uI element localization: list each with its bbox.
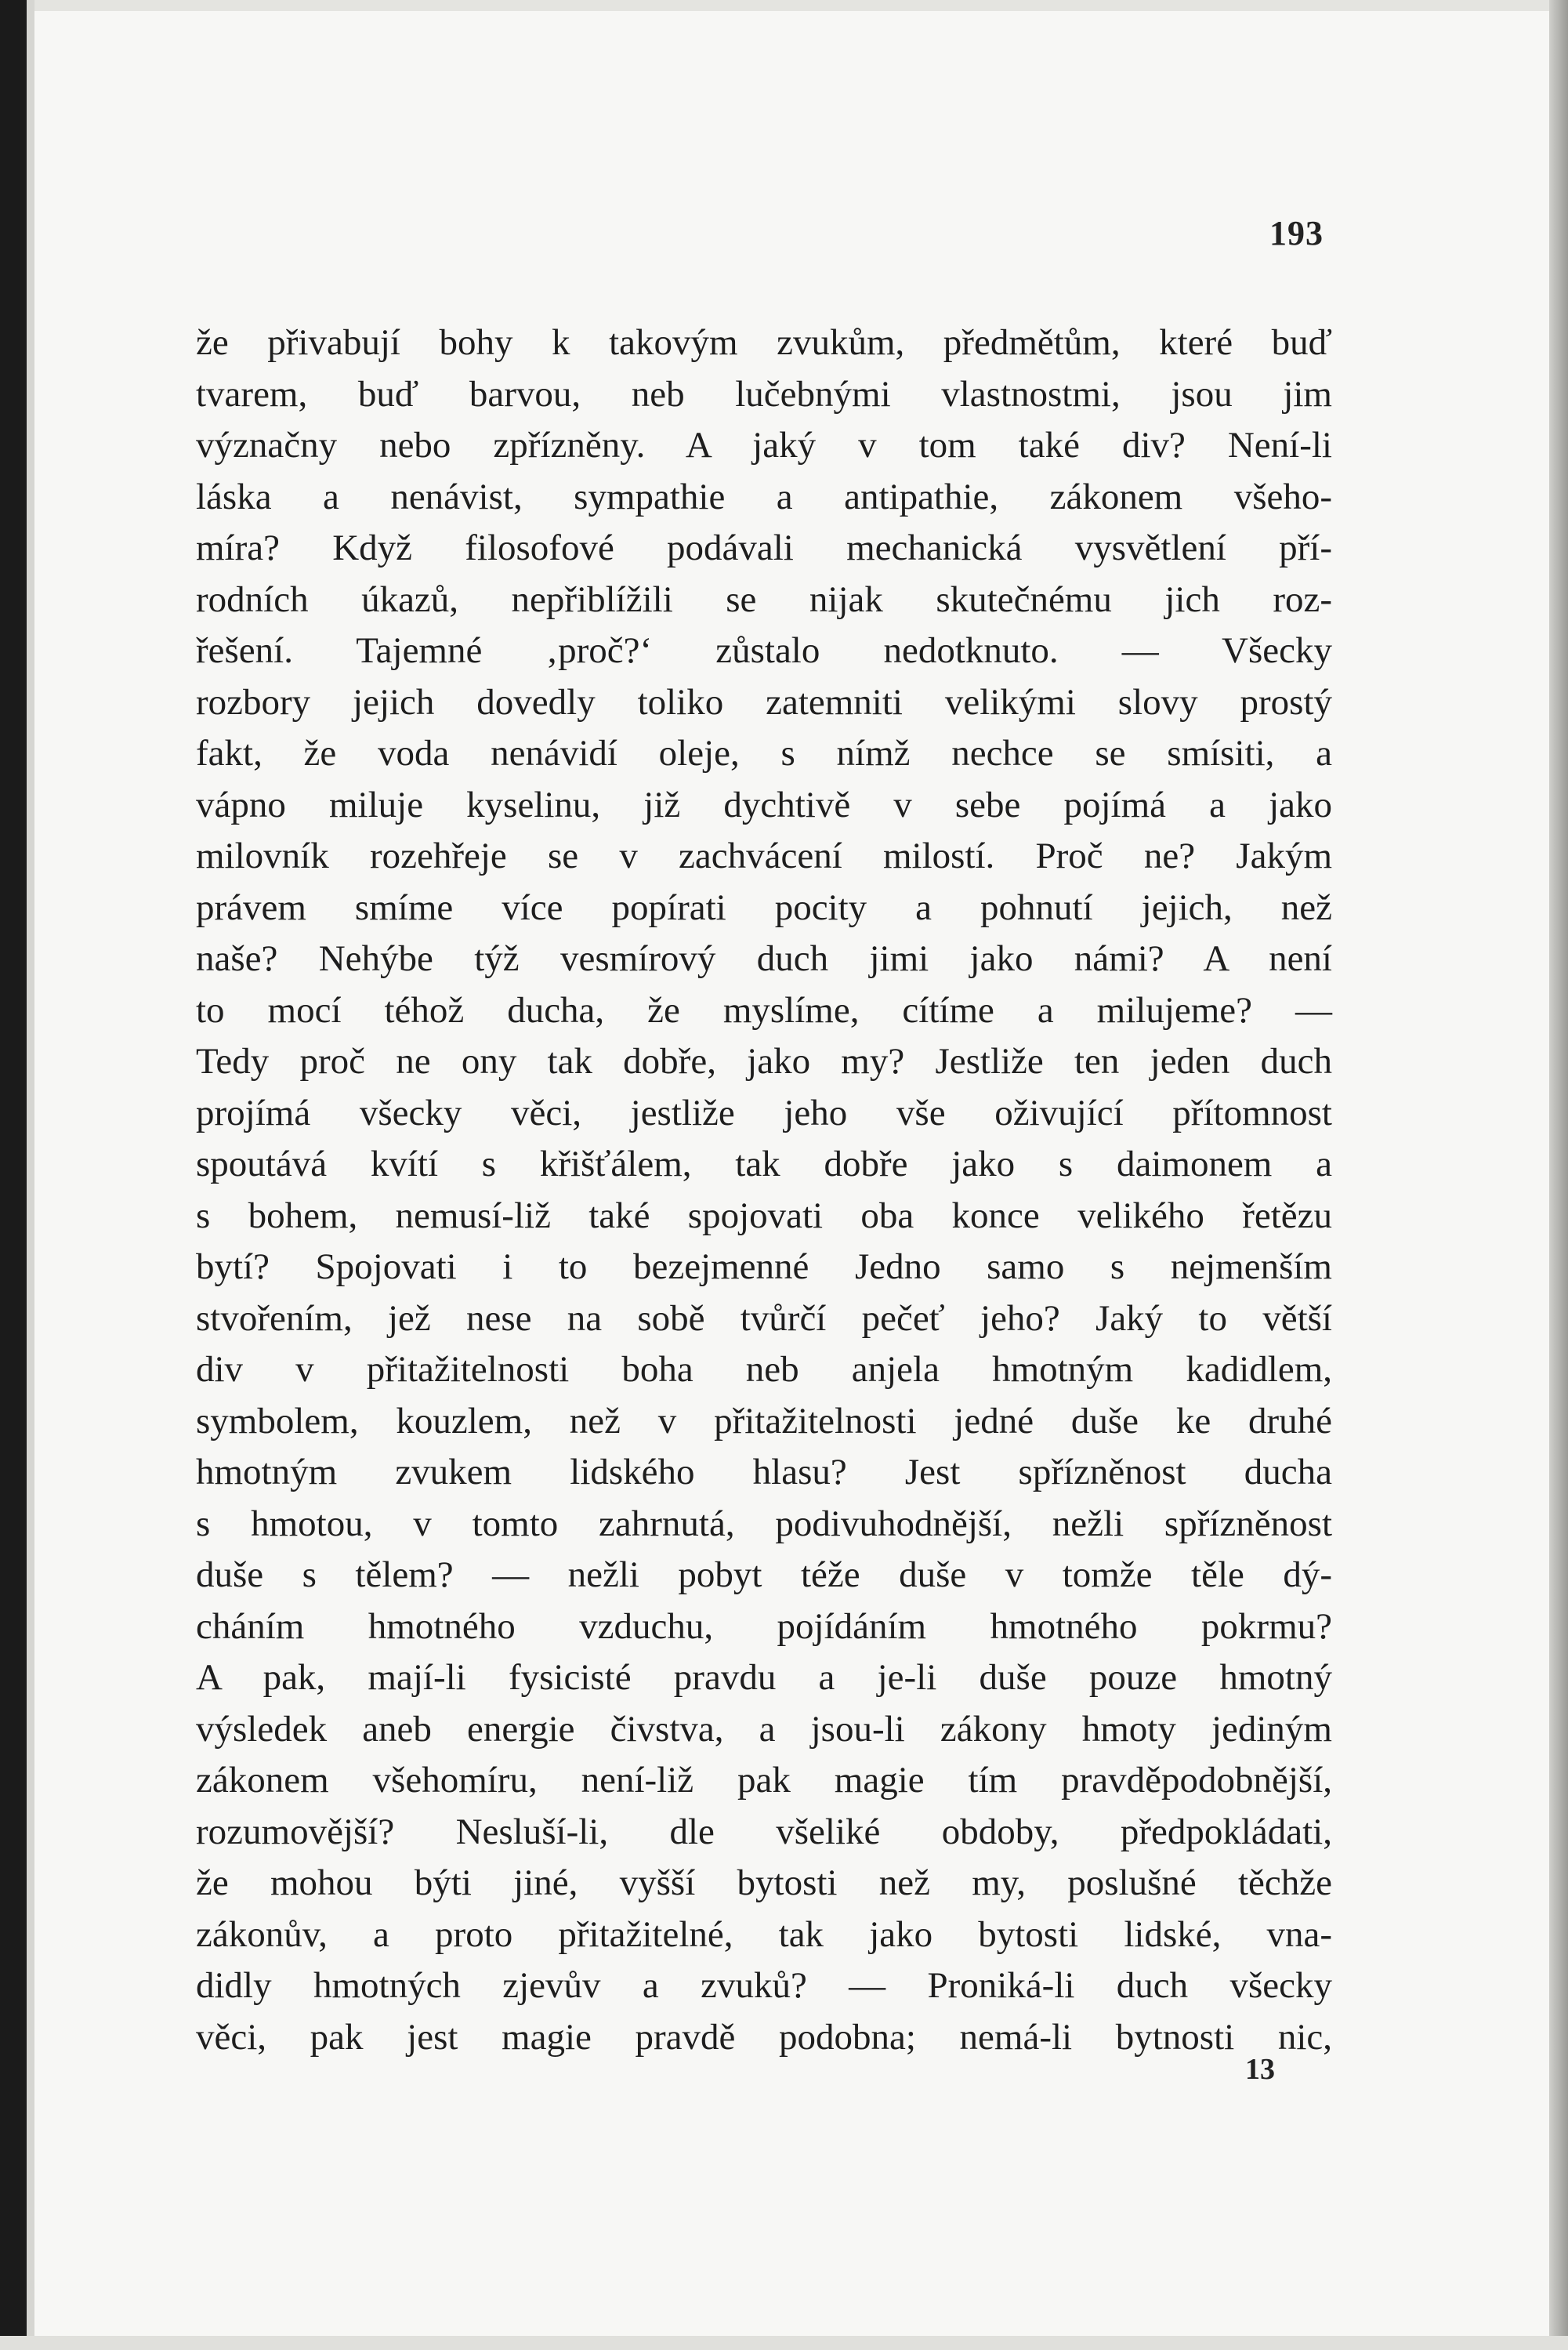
text-line: milovník rozehřeje se v zachvácení milostí. Proč ne? Jakým [196, 836, 1332, 876]
text-line: projímá všecky věci, jestliže jeho vše oživující přítomnost [196, 1092, 1332, 1133]
text-line: s hmotou, v tomto zahrnutá, podivuhodnější, nežli spřízněnost [196, 1503, 1332, 1544]
scan-edge-right [1549, 0, 1568, 2350]
text-line: že přivabují bohy k takovým zvukům, předmětům, které buď [196, 322, 1332, 363]
text-line: cháním hmotného vzduchu, pojídáním hmotného pokrmu? [196, 1605, 1332, 1647]
text-line: rozbory jejich dovedly toliko zatemniti velikými slovy prostý [196, 681, 1332, 723]
signature-mark: 13 [1245, 2053, 1275, 2086]
text-line: rozumovější? Nesluší-li, dle všeliké obdoby, předpokládati, [196, 1811, 1332, 1852]
text-line: řešení. Tajemné ‚proč?‘ zůstalo nedotknuto. — Všecky [196, 630, 1332, 671]
text-line: věci, pak jest magie pravdě podobna; nemá-li bytnosti nic, [196, 2016, 1332, 2058]
text-line: didly hmotných zjevův a zvuků? — Proniká-li duch všecky [196, 1965, 1332, 2006]
text-line: to mocí téhož ducha, že myslíme, cítíme a milujeme? — [196, 989, 1332, 1031]
text-line: význačny nebo zpřízněny. A jaký v tom také div? Není-li [196, 425, 1332, 466]
text-line: stvořením, jež nese na sobě tvůrčí pečeť jeho? Jaký to větší [196, 1297, 1332, 1339]
text-line: naše? Nehýbe týž vesmírový duch jimi jako námi? A není [196, 938, 1332, 979]
scan-edge-left-inner [27, 0, 34, 2350]
text-line: láska a nenávist, sympathie a antipathie, zákonem všeho- [196, 476, 1332, 517]
text-line: že mohou býti jiné, vyšší bytosti než my, poslušné těchže [196, 1862, 1332, 1903]
text-line: A pak, mají-li fysicisté pravdu a je-li duše pouze hmotný [196, 1657, 1332, 1698]
scan-edge-top [0, 0, 1568, 11]
text-line: rodních úkazů, nepřiblížili se nijak skutečnému jich roz- [196, 578, 1332, 620]
text-line: Tedy proč ne ony tak dobře, jako my? Jestliže ten jeden duch [196, 1041, 1332, 1082]
text-line: spoutává kvítí s křišťálem, tak dobře jako s daimonem a [196, 1144, 1332, 1184]
text-line: vápno miluje kyselinu, již dychtivě v sebe pojímá a jako [196, 784, 1332, 825]
text-line: s bohem, nemusí-liž také spojovati oba konce velikého řetězu [196, 1195, 1332, 1236]
page-number: 193 [1269, 214, 1324, 252]
body-text [196, 317, 1332, 2063]
text-line: duše s tělem? — nežli pobyt téže duše v tomže těle dý- [196, 1554, 1332, 1595]
text-line: výsledek aneb energie čivstva, a jsou-li zákony hmoty jediným [196, 1708, 1332, 1750]
text-line: symbolem, kouzlem, než v přitažitelnosti jedné duše ke druhé [196, 1400, 1332, 1442]
text-line: zákonův, a proto přitažitelné, tak jako bytosti lidské, vna- [196, 1913, 1332, 1955]
text-line: fakt, že voda nenávidí oleje, s nímž nechce se smísiti, a [196, 733, 1332, 774]
text-line: míra? Když filosofové podávali mechanická vysvětlení pří- [196, 528, 1332, 568]
text-line: hmotným zvukem lidského hlasu? Jest spřízněnost ducha [196, 1452, 1332, 1492]
text-line: právem smíme více popírati pocity a pohnutí jejich, než [196, 887, 1332, 928]
text-line: bytí? Spojovati i to bezejmenné Jedno samo s nejmenším [196, 1246, 1332, 1287]
scan-edge-left [0, 0, 27, 2350]
text-line: tvarem, buď barvou, neb lučebnými vlastnostmi, jsou jim [196, 373, 1332, 415]
scan-edge-bottom [0, 2336, 1568, 2350]
text-line: zákonem všehomíru, není-liž pak magie tím pravděpodobnější, [196, 1760, 1332, 1801]
text-line: div v přitažitelnosti boha neb anjela hmotným kadidlem, [196, 1349, 1332, 1390]
